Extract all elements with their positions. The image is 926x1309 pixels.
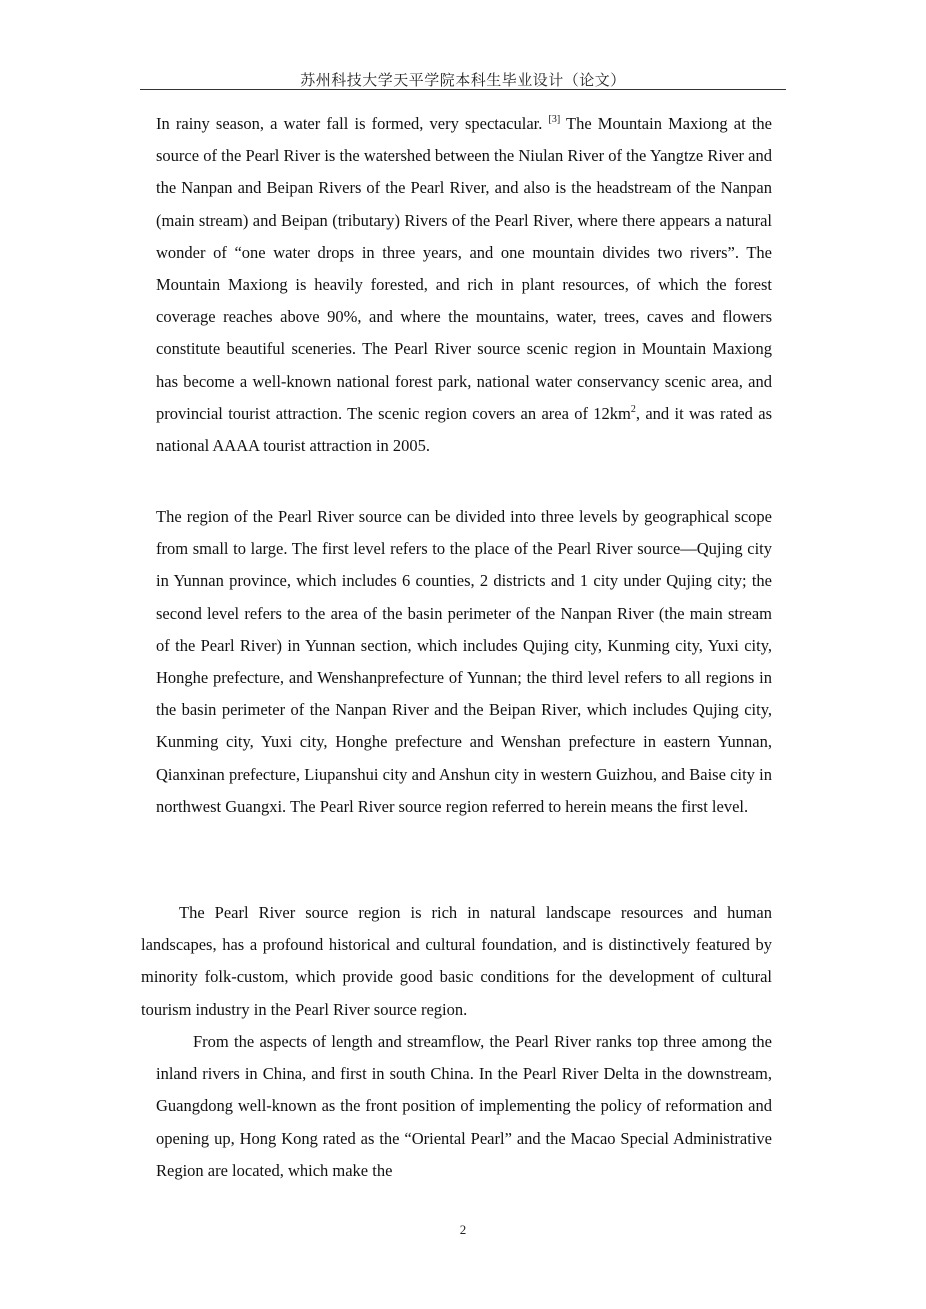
- paragraph-region-levels: The region of the Pearl River source can be divided into three levels by geographical scope from small to large. The first level refers to the place of the Pearl River source—Qujing city in Yunnan province, which includes 6 counties, 2 districts and 1 city under Qujing city; the second level refers to the area of the basin perimeter of the Nanpan River (the main stream of the Pearl River) in Yunnan section, which includes Qujing city, Kunming city, Yuxi city, Honghe prefecture, and Wenshanprefecture of Yunnan; the third level refers to all regions in the basin perimeter of the Nanpan River and the Beipan River, which includes Qujing city, Kunming city, Yuxi city, Honghe prefecture and Wenshan prefecture in eastern Yunnan, Qianxinan prefecture, Liupanshui city and Anshun city in western Guizhou, and Baise city in northwest Guangxi. The Pearl River source region referred to herein means the first level.: [156, 507, 772, 816]
- page-header-title: 苏州科技大学天平学院本科生毕业设计（论文）: [300, 73, 626, 89]
- area-unit-superscript: 2: [630, 403, 636, 415]
- paragraph-landscape-resources: The Pearl River source region is rich in natural landscape resources and human landscapes, has a profound historical and cultural foundation, and is distinctively featured by minority folk-custom, which provide good basic conditions for the development of cultural tourism industry in the Pearl River source region.: [141, 903, 772, 1019]
- paragraph-text: , and it was rated as national AAAA tourist attraction in 2005.: [156, 403, 773, 456]
- citation-reference: [3]: [548, 114, 561, 125]
- paragraph-text: The Mountain Maxiong at the source of the Pearl River is the watershed between the Niulan River of the Yangtze River and the Nanpan and Beipan Rivers of the Pearl River, and also is the headstream of the Nanpan (main stream) and Beipan (tributary) Rivers of the Pearl River, where there appears a natural wonder of “one water drops in three years, and one mountain divides two rivers”. The Mountain Maxiong is heavily forested, and rich in plant resources, of which the forest coverage reaches above 90%, and where the mountains, water, trees, caves and flowers constitute beautiful sceneries. The Pearl River source scenic region in Mountain Maxiong has become a well-known national forest park, national water conservancy scenic area, and provincial tourist attraction. The scenic region covers an area of 12km: [156, 114, 772, 423]
- page-number: 2: [459, 1222, 467, 1237]
- paragraph-text: In rainy season, a water fall is formed, very spectacular.: [156, 114, 549, 133]
- paragraph-maxiong-mountain: [156, 108, 772, 462]
- paragraph-river-ranking: From the aspects of length and streamflow, the Pearl River ranks top three among the inland rivers in China, and first in south China. In the Pearl River Delta in the downstream, Guangdong well-known as the front position of implementing the policy of reformation and opening up, Hong Kong rated as the “Oriental Pearl” and the Macao Special Administrative Region are located, which make the: [156, 1032, 772, 1180]
- header-divider: [140, 89, 786, 90]
